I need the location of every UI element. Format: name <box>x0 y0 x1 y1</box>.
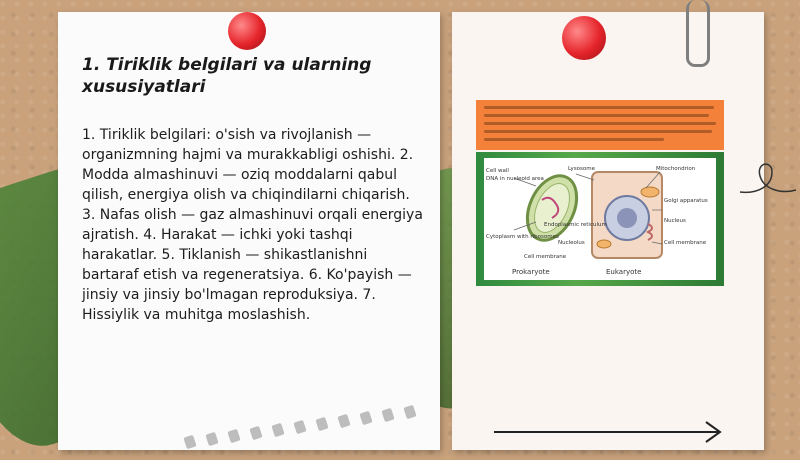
label-mitochondrion: Mitochondrion <box>656 166 696 172</box>
label-cell-membrane-left: Cell membrane <box>524 254 567 260</box>
label-dna: DNA in nucleoid area <box>486 176 544 182</box>
note-title: 1. Tiriklik belgilari va ularning xususiyatlari <box>82 55 372 97</box>
curl-doodle <box>738 150 798 210</box>
label-cell-membrane-right: Cell membrane <box>664 240 707 246</box>
figure-caption-illegible <box>476 100 724 150</box>
label-nucleolus: Nucleolus <box>558 240 585 246</box>
label-endoplasmic: Endoplasmic reticulum <box>544 222 607 228</box>
label-eukaryote: Eukaryote <box>606 268 642 276</box>
note-body: 1. Tiriklik belgilari: o'sish va rivojlanish — organizmning hajmi va murakkabligi oshishi. 2. Modda almashinuvi — oziq moddalarni qabul qilish, energiya olish va chiqindilarni chiqarish. 3. Nafas olish — gaz almashinuvi orqali energiya ajratish. 4. Harakat — ichki yoki tashqi harakatlar. 5. Tiklanish — shikastlanishni bartaraf etish va regeneratsiya. 6. Ko'payish — jinsiy va jinsiy bo'lmagan reproduksiya. 7. Hissiylik va muhitga moslashish. <box>82 127 423 323</box>
label-nucleus: Nucleus <box>664 218 686 224</box>
label-golgi: Golgi apparatus <box>664 198 708 204</box>
arrow-icon <box>494 420 724 444</box>
label-cytoplasm: Cytoplasm with ribosomes <box>486 234 559 240</box>
red-pushpin-icon-right <box>562 16 606 60</box>
label-cell-wall: Cell wall <box>486 168 509 174</box>
label-prokaryote: Prokaryote <box>512 268 550 276</box>
paperclip-icon <box>686 0 710 67</box>
cell-diagram <box>484 158 716 280</box>
label-lysosome: Lysosome <box>568 166 596 172</box>
red-pushpin-icon <box>228 12 266 50</box>
torn-paper-edge <box>185 400 435 445</box>
